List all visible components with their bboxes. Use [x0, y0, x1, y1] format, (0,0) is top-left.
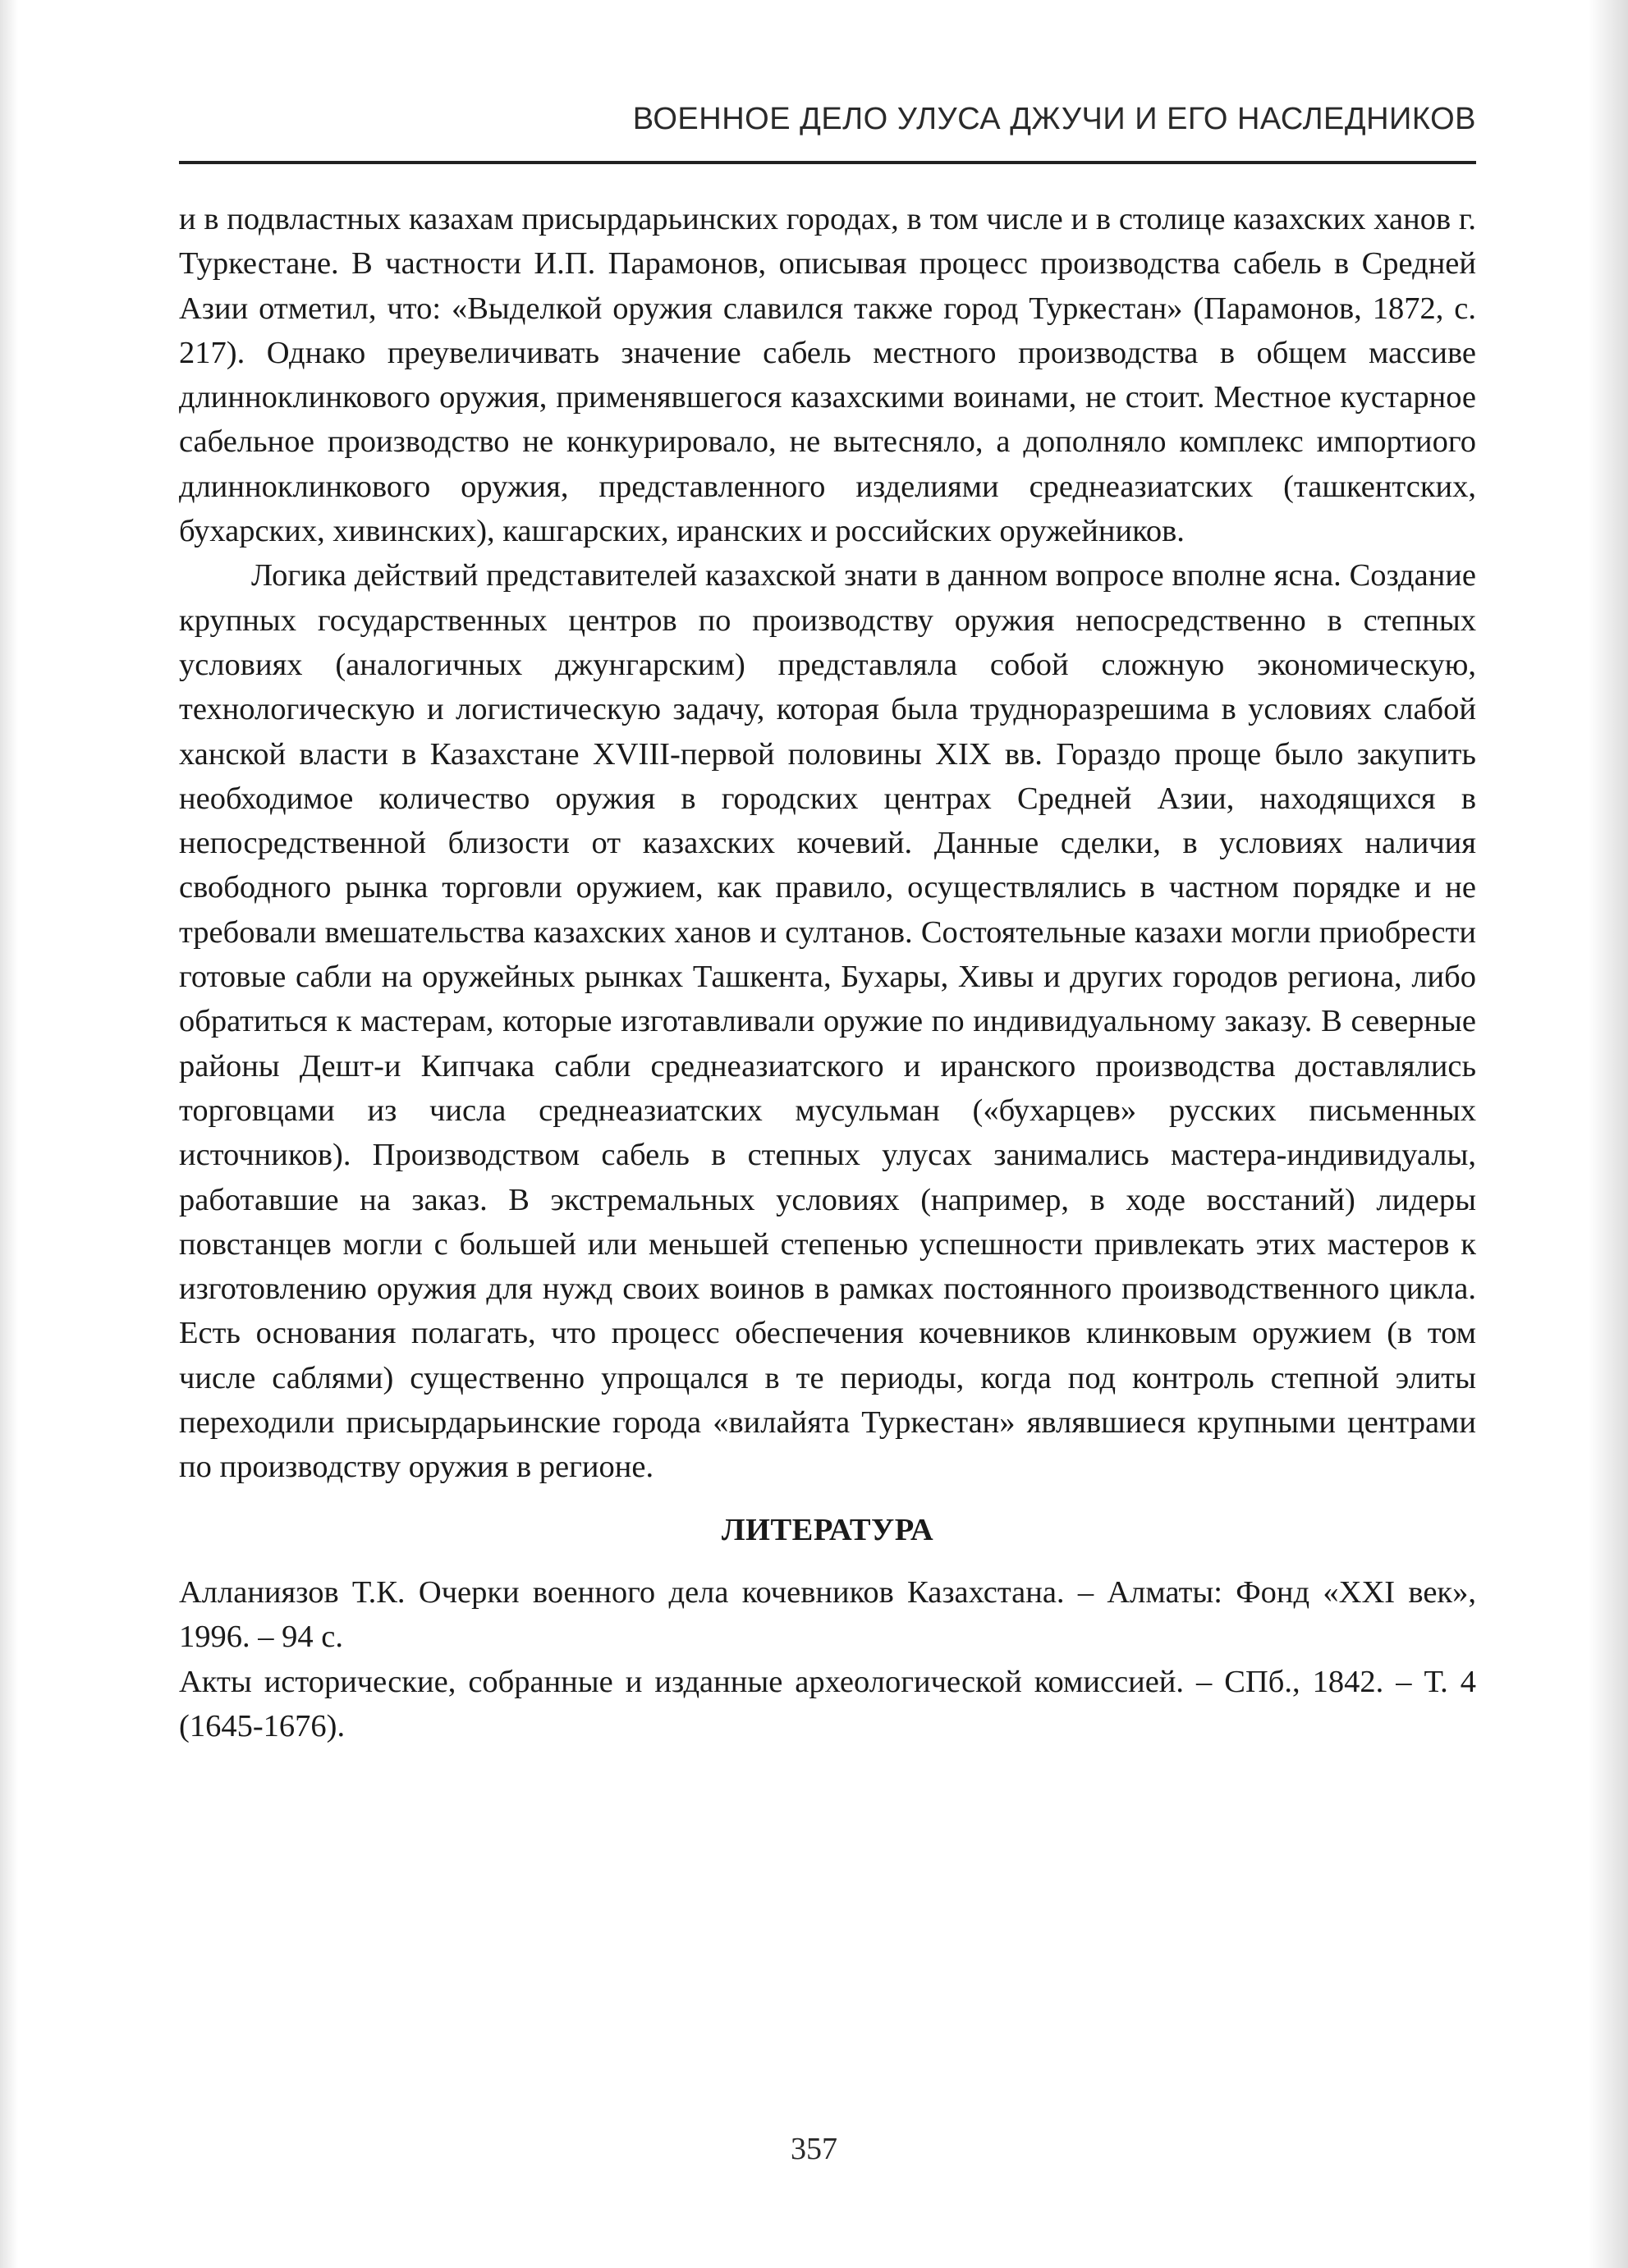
reference-entry-1: Алланиязов Т.К. Очерки военного дела кочевников Казахстана. – Алматы: Фонд «XXI век», 1996. – 94 с.: [179, 1574, 1476, 1655]
scan-edge-left: [0, 0, 18, 2268]
page-number: 357: [791, 2132, 837, 2166]
running-head: ВОЕННОЕ ДЕЛО УЛУСА ДЖУЧИ И ЕГО НАСЛЕДНИКОВ: [632, 102, 1476, 136]
body-paragraph-2: Логика действий представителей казахской знати в данном вопросе вполне ясна. Создание крупных государственных центров по производству оружия непосредственно в степных условиях (аналогичных джунгарским) представляла собой сложную экономическую, технологическую и логистическую задачу, которая была трудноразрешима в условиях слабой ханской власти в Казахстане XVIII-первой половины XIX вв. Гораздо проще было закупить необходимое количество оружия в городских центрах Средней Азии, находящихся в непосредственной близости от казахских кочевий. Данные сделки, в условиях наличия свободного рынка торговли оружием, как правило, осуществлялись в частном порядке и не требовали вмешательства казахских ханов и султанов. Состоятельные казахи могли приобрести готовые сабли на оружейных рынках Ташкента, Бухары, Хивы и других городов региона, либо обратиться к мастерам, которые изготавливали оружие по индивидуальному заказу. В северные районы Дешт-и Кипчака сабли среднеазиатского и иранского производства доставлялись торговцами из числа среднеазиатских мусульман («бухарцев» русских письменных источников). Производством сабель в степных улусах занимались мастера-индивидуалы, работавшие на заказ. В экстремальных условиях (например, в ходе восстаний) лидеры повстанцев могли с большей или меньшей степенью успешности привлекать этих мастеров к изготовлению оружия для нужд своих воинов в рамках постоянного производственного цикла. Есть основания полагать, что процесс обеспечения кочевников клинковым оружием (в том числе саблями) существенно упрощался в те периоды, когда под контроль степной элиты переходили присырдарьинские города «вилайята Туркестан» являвшиеся крупными центрами по производству оружия в регионе.: [179, 558, 1476, 1485]
header-rule: [179, 161, 1476, 164]
scan-edge-right: [1589, 0, 1628, 2268]
body-paragraph-1: и в подвластных казахам присырдарьинских городах, в том числе и в столице казахских ханов г. Туркестане. В частности И.П. Парамонов, описывая процесс производства сабель в Средней Азии отметил, что: «Выделкой оружия славился также город Туркестан» (Парамонов, 1872, с. 217). Однако преувеличивать значение сабель местного производства в общем массиве длинноклинкового оружия, применявшегося казахскими воинами, не стоит. Местное кустарное сабельное производство не конкурировало, не вытесняло, а дополняло комплекс импортиого длинноклинкового оружия, представленного изделиями среднеазиатских (ташкентских, бухарских, хивинских), кашгарских, иранских и российских оружейников.: [179, 202, 1476, 549]
reference-entry-2: Акты исторические, собранные и изданные археологической комиссией. – СПб., 1842. – Т. 4 (1645-1676).: [179, 1664, 1476, 1743]
page-body: [179, 197, 1476, 1748]
literature-heading: ЛИТЕРАТУРА: [721, 1512, 934, 1547]
